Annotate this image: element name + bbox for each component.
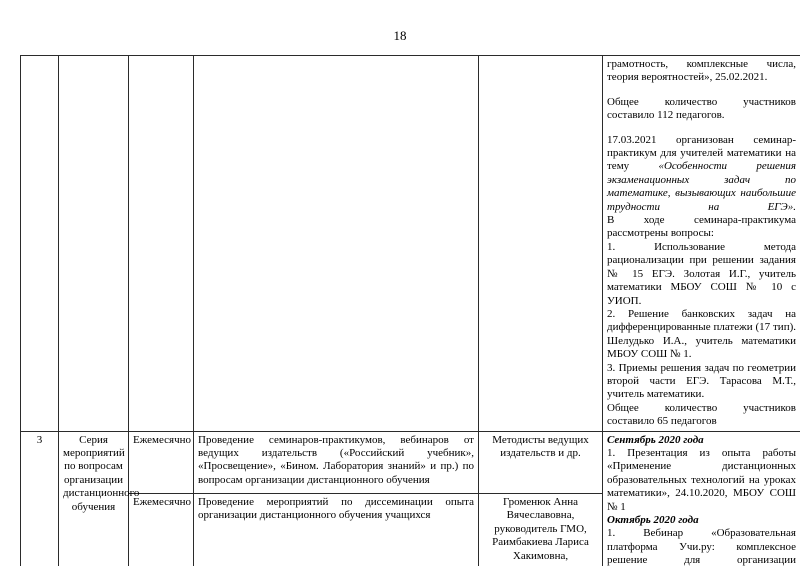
- cell-description: [194, 493, 479, 566]
- cell-responsible: [479, 56, 603, 432]
- results-paragraph: Общее количество участников составило 65 педагогов: [607, 401, 796, 428]
- results-paragraph: 1. Презентация из опыта работы «Применение дистанционных образовательных технологий на уроках математики», 24.10.2020, МБОУ СОШ № 1: [607, 446, 796, 513]
- results-text-normal: 17.03.2021 организован семинар-практикум для учителей математики на тему: [607, 133, 796, 173]
- results-paragraph: В ходе семинара-практикума рассмотрены вопросы:: [607, 214, 796, 240]
- results-month-heading: Октябрь 2020 года: [607, 514, 699, 526]
- cell-frequency: [129, 56, 194, 432]
- results-paragraph: 3. Приемы решения задач по геометрии второй части ЕГЭ. Тарасова М.Т., учитель математики.: [607, 361, 796, 401]
- cell-results: [603, 431, 800, 566]
- table-row: [21, 431, 800, 493]
- cell-activity: [59, 56, 129, 432]
- cell-number: [21, 56, 59, 432]
- cell-frequency: Ежемесячно: [129, 431, 194, 493]
- description-text: Проведение семинаров-практикумов, вебинаров от ведущих издательств («Российский учебник», «Просвещение», «Бином. Лаборатория знаний» и пр.) по вопросам организации дистанционного обучения: [198, 433, 474, 486]
- paragraph-spacer: [607, 85, 796, 96]
- cell-results: [603, 56, 800, 432]
- results-paragraph: [607, 134, 796, 214]
- page-number: 18: [393, 28, 407, 43]
- results-paragraph: 2. Решение банковских задач на дифференцированные платежи (17 тип). Шелудько И.А., учитель математики МБОУ СОШ № 1.: [607, 307, 796, 361]
- paragraph-spacer: [607, 123, 796, 134]
- description-text: Проведение мероприятий по диссеминации опыта организации дистанционного обучения учащихся: [198, 495, 474, 522]
- cell-responsible: Громенюк Анна Вячеславовна, руководитель ГМО, Раимбакиева Лариса Хакимовна,: [479, 493, 603, 566]
- cell-number: 3: [21, 431, 59, 566]
- cell-responsible: Методисты ведущих издательств и др.: [479, 431, 603, 493]
- results-paragraph: грамотность, комплексные числа, теория вероятностей», 25.02.2021.: [607, 58, 796, 84]
- table-row: [21, 56, 800, 432]
- results-paragraph: 1. Использование метода рационализации при решении задания № 15 ЕГЭ. Золотая И.Г., учитель математики МБОУ СОШ № 10 с УИОП.: [607, 240, 796, 307]
- results-month-heading: Сентябрь 2020 года: [607, 433, 704, 446]
- cell-activity: Серия мероприятий по вопросам организации дистанционного обучения: [59, 431, 129, 566]
- cell-frequency: Ежемесячно: [129, 493, 194, 566]
- results-text-italic: «Особенности решения экзаменационных задач по математике, вызывающих наибольшие трудности на ЕГЭ».: [607, 160, 797, 213]
- cell-description: [194, 431, 479, 493]
- results-paragraph: Общее количество участников составило 112 педагогов.: [607, 95, 796, 122]
- results-paragraph: 1. Вебинар «Образовательная платформа Учи.ру: комплексное решение для организации: [607, 527, 796, 566]
- cell-description: [194, 56, 479, 432]
- activities-table: [20, 55, 800, 566]
